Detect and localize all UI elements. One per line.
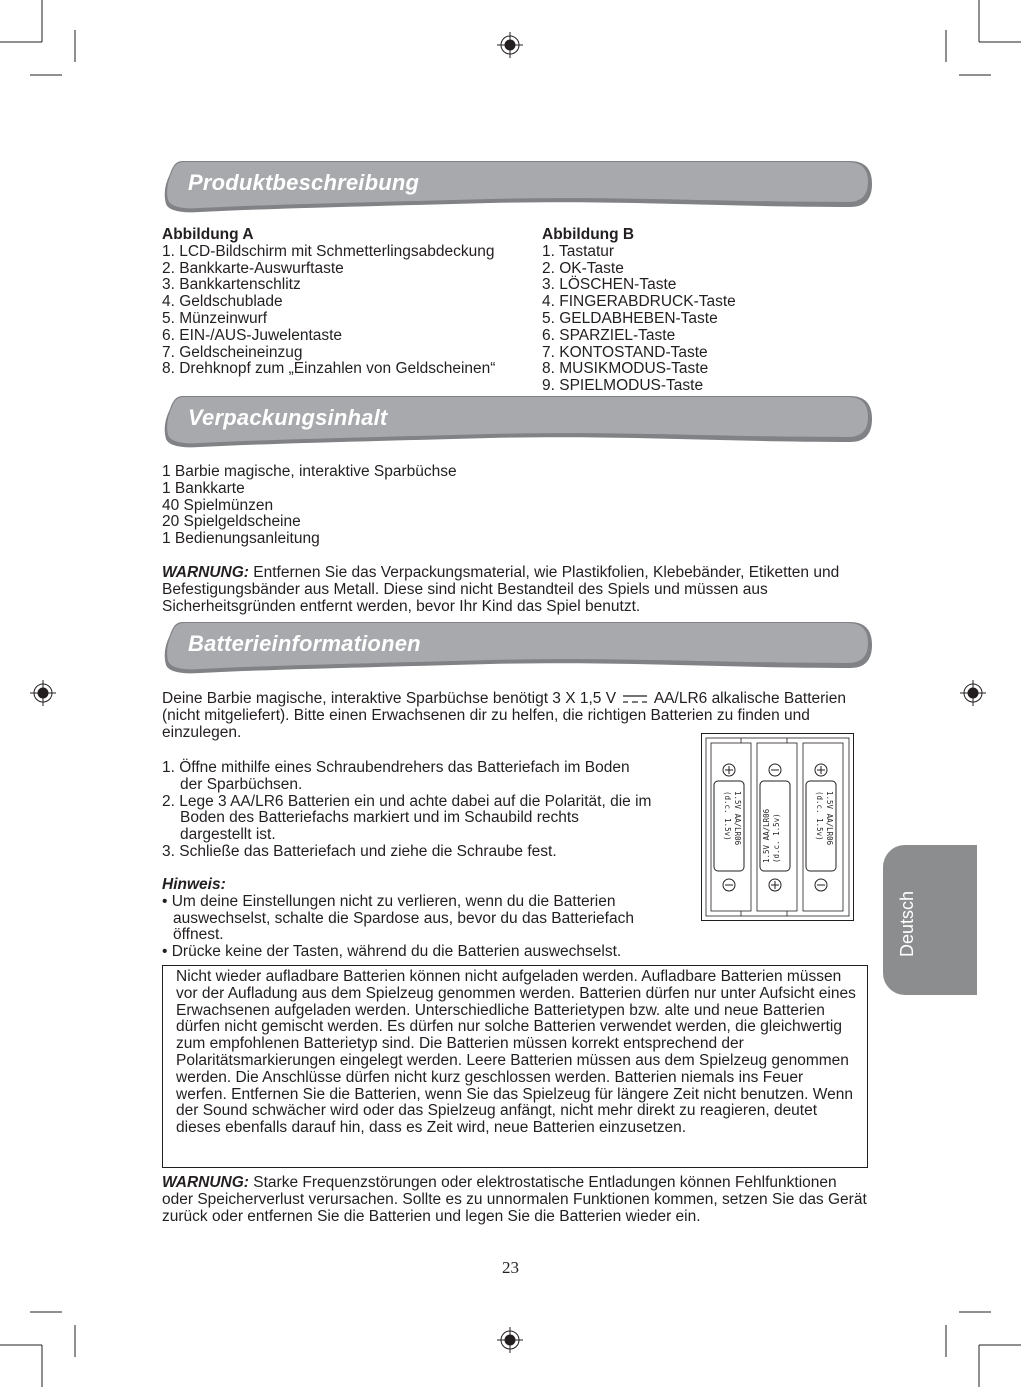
intro-text: Deine Barbie magische, interaktive Sparbüchse benötigt 3 X 1,5 V	[162, 690, 617, 707]
list-item: 1. Tastatur	[542, 242, 615, 260]
battery-safety-box	[162, 965, 868, 1168]
list-item: 1. Öffne mithilfe eines Schraubendrehers das Batteriefach im Boden der Sparbüchsen.	[162, 759, 630, 793]
section-title: Batterieinformationen	[188, 631, 421, 656]
intro-text-cont: AA/LR6 alkalische Batterien (nicht mitgeliefert). Bitte einen Erwachsenen dir zu helfen, die richtigen Batterien zu finden und einzulegen.	[162, 690, 846, 741]
registration-mark-top	[497, 32, 523, 58]
list-item: 3. Schließe das Batteriefach und ziehe die Schraube fest.	[162, 842, 557, 860]
section-title: Produktbeschreibung	[188, 170, 420, 195]
registration-mark-left	[30, 680, 56, 706]
battery-steps	[162, 760, 652, 861]
battery-label: 1.5V AA/LR06	[762, 808, 771, 863]
svg-text:1.5V AA/LR06	[762, 808, 771, 863]
list-item: 5. GELDABHEBEN-Taste	[542, 309, 718, 327]
registration-mark-bottom	[497, 1327, 523, 1353]
section-banner-batterieinformationen	[160, 621, 876, 677]
language-tab-label: Deutsch	[897, 890, 917, 957]
list-item: 7. Geldscheineinzug	[162, 343, 303, 361]
list-item: 5. Münzeinwurf	[162, 309, 268, 327]
list-item: 2. Bankkarte-Auswurftaste	[162, 259, 344, 277]
figure-b-heading: Abbildung B	[542, 226, 635, 243]
svg-text:1.5V AA/LR06	[733, 791, 742, 846]
figure-a-list	[162, 227, 532, 378]
language-tab	[883, 845, 977, 995]
figure-a-heading: Abbildung A	[162, 226, 254, 243]
list-item: 40 Spielmünzen	[162, 496, 274, 514]
list-item: 8. MUSIKMODUS-Taste	[542, 360, 709, 378]
battery-label: (d.c. 1.5v)	[815, 791, 824, 841]
battery-notes	[162, 877, 672, 961]
warning-label: WARNUNG:	[162, 564, 249, 581]
list-item: 1 Bedienungsanleitung	[162, 530, 320, 548]
warning-text: Entfernen Sie das Verpackungsmaterial, wie Plastikfolien, Klebebänder, Etiketten und Befestigungsbänder aus Metall. Diese sind nicht Bestandteil des Spiels und müssen aus Sicherheitsgründen entfernt werden, bevor Ihr Kind das Spiel benutzt.	[162, 564, 840, 615]
list-item: 3. LÖSCHEN-Taste	[542, 276, 677, 294]
battery-diagram	[701, 733, 854, 921]
svg-text:(d.c. 1.5v)	[772, 813, 781, 863]
box-text: Nicht wieder aufladbare Batterien können nicht aufgeladen werden. Aufladbare Batterien müssen vor der Aufladung aus dem Spielzeug genommen werden. Batterien dürfen nur unter Aufsicht eines Erwachsenen aufgeladen werden. Unterschiedliche Batterietypen bzw. alte und neue Batterien dürfen nicht gemischt werden. Es dürfen nur solche Batterien verwendet werden, die gleichwertig zum empfohlenen Batterietyp sind. Die Batterien müssen korrekt entsprechend der Polaritätsmarkierungen eingelegt werden. Leere Batterien müssen aus dem Spielzeug genommen werden. Die Anschlüsse dürfen nicht kurz geschlossen werden. Batterien niemals ins Feuer werfen. Entfernen Sie die Batterien, wenn Sie das Spielzeug für längere Zeit nicht benutzen. Wenn der Sound schwächer wird oder das Spielzeug anfängt, nicht mehr direkt zu reagieren, deutet dieses ebenfalls darauf hin, dass es Zeit wird, neue Batterien einzusetzen.	[176, 968, 856, 1137]
list-item: 8. Drehknopf zum „Einzahlen von Geldscheinen“	[162, 360, 496, 378]
note-heading: Hinweis:	[162, 876, 226, 893]
svg-text:(d.c. 1.5v)	[815, 791, 824, 841]
list-item: 1. LCD-Bildschirm mit Schmetterlingsabdeckung	[162, 242, 495, 260]
battery-label: 1.5V AA/LR06	[733, 791, 742, 846]
list-item: 1 Bankkarte	[162, 479, 245, 497]
warning-label: WARNUNG:	[162, 1174, 249, 1191]
registration-mark-right	[960, 680, 986, 706]
package-contents-list	[162, 464, 662, 548]
list-item: 6. EIN-/AUS-Juwelentaste	[162, 326, 343, 344]
list-item: 2. Lege 3 AA/LR6 Batterien ein und achte dabei auf die Polarität, die im Boden des Batteriefachs markiert und im Schaubild rechts dargestellt ist.	[162, 792, 652, 844]
list-item: 4. Geldschublade	[162, 293, 283, 311]
battery-label: 1.5V AA/LR06	[825, 791, 834, 846]
list-item: 4. FINGERABDRUCK-Taste	[542, 293, 736, 311]
list-item: 3. Bankkartenschlitz	[162, 276, 301, 294]
list-item: • Drücke keine der Tasten, während du die Batterien auswechselst.	[162, 943, 622, 961]
battery-label: (d.c. 1.5v)	[772, 813, 781, 863]
battery-label: (d.c. 1.5v)	[723, 791, 732, 841]
section-banner-produktbeschreibung	[160, 160, 876, 216]
figure-b-list	[542, 227, 842, 395]
dc-symbol-icon	[622, 694, 648, 704]
list-item: 6. SPARZIEL-Taste	[542, 326, 676, 344]
list-item: 20 Spielgeldscheine	[162, 513, 301, 531]
page-number: 23	[502, 1258, 519, 1277]
list-item: 9. SPIELMODUS-Taste	[542, 377, 704, 395]
list-item: 1 Barbie magische, interaktive Sparbüchse	[162, 463, 457, 480]
battery-warning	[162, 1175, 868, 1225]
list-item: 7. KONTOSTAND-Taste	[542, 343, 708, 361]
svg-text:(d.c. 1.5v)	[723, 791, 732, 841]
warning-text: Starke Frequenzstörungen oder elektrostatische Entladungen können Fehlfunktionen oder Speicherverlust verursachen. Sollte es zu unnormalen Funktionen kommen, setzen Sie das Gerät zurück oder entfernen Sie die Batterien und legen Sie die Batterien wieder ein.	[162, 1174, 867, 1225]
package-warning	[162, 565, 868, 615]
svg-text:1.5V AA/LR06	[825, 791, 834, 846]
list-item: 2. OK-Taste	[542, 259, 624, 277]
section-title: Verpackungsinhalt	[188, 405, 388, 430]
list-item: • Um deine Einstellungen nicht zu verlieren, wenn du die Batterien auswechselst, schalte die Spardose aus, bevor du das Batteriefach öffnest.	[162, 892, 634, 944]
section-banner-verpackungsinhalt	[160, 395, 876, 451]
